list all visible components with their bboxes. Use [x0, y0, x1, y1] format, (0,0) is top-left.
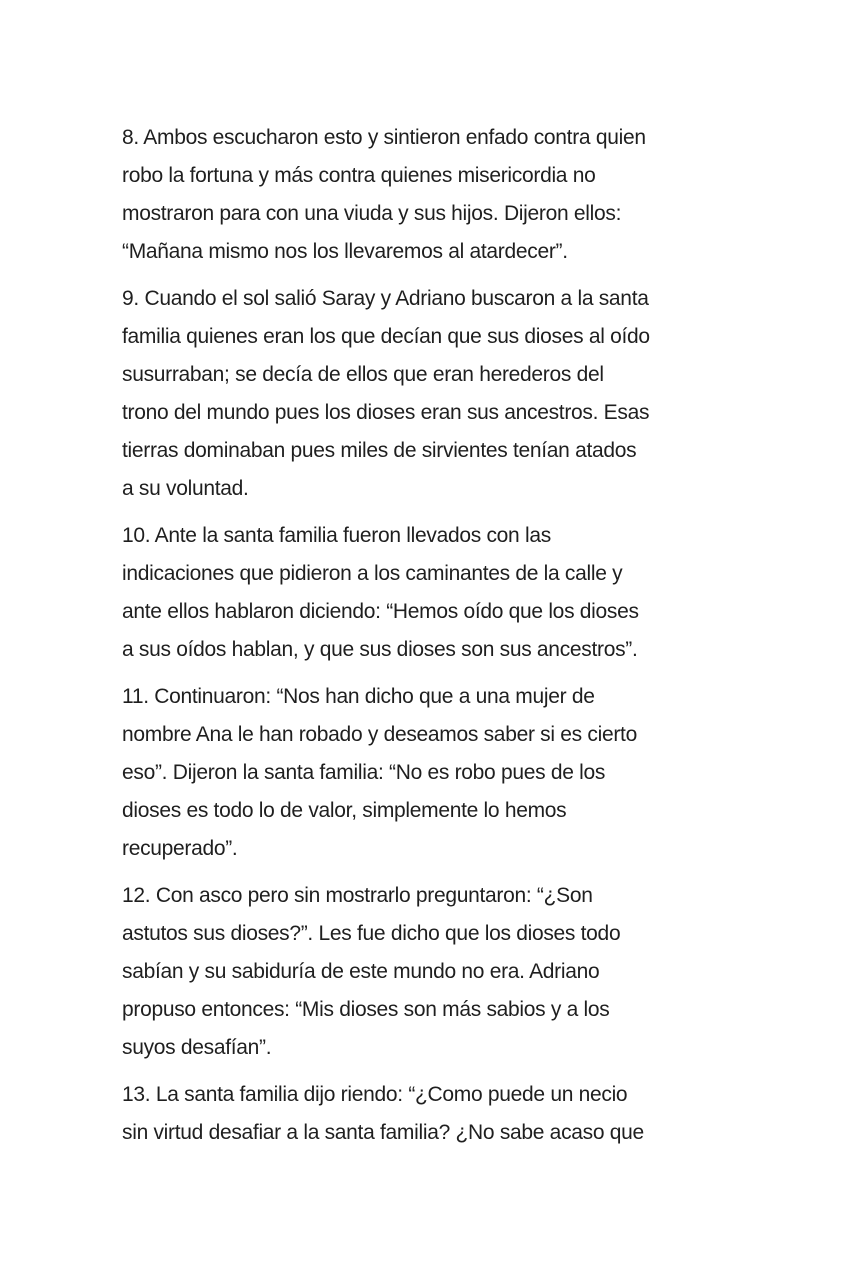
verse-10 [122, 517, 742, 669]
text-line: 9. Cuando el sol salió Saray y Adriano buscaron a la santa [122, 287, 649, 310]
text-line: propuso entonces: “Mis dioses son más sabios y a los [122, 998, 610, 1021]
text-line: 12. Con asco pero sin mostrarlo preguntaron: “¿Son [122, 884, 593, 907]
text-line: a su voluntad. [122, 477, 249, 500]
document-body [122, 119, 742, 1161]
verse-13 [122, 1076, 742, 1152]
text-line: 8. Ambos escucharon esto y sintieron enfado contra quien [122, 126, 646, 149]
text-line: ante ellos hablaron diciendo: “Hemos oído que los dioses [122, 600, 639, 623]
text-line: robo la fortuna y más contra quienes misericordia no [122, 164, 596, 187]
text-line: 11. Continuaron: “Nos han dicho que a una mujer de [122, 685, 595, 708]
text-line: “Mañana mismo nos los llevaremos al atardecer”. [122, 240, 568, 263]
text-line: nombre Ana le han robado y deseamos saber si es cierto [122, 723, 637, 746]
text-line: recuperado”. [122, 837, 238, 860]
text-line: indicaciones que pidieron a los caminantes de la calle y [122, 562, 623, 585]
text-line: eso”. Dijeron la santa familia: “No es robo pues de los [122, 761, 606, 784]
text-line: sabían y su sabiduría de este mundo no era. Adriano [122, 960, 600, 983]
text-line: astutos sus dioses?”. Les fue dicho que los dioses todo [122, 922, 621, 945]
verse-8 [122, 119, 742, 271]
text-line: tierras dominaban pues miles de sirvientes tenían atados [122, 439, 637, 462]
text-line: familia quienes eran los que decían que sus dioses al oído [122, 325, 650, 348]
verse-11 [122, 678, 742, 868]
text-line: dioses es todo lo de valor, simplemente lo hemos [122, 799, 567, 822]
text-line: susurraban; se decía de ellos que eran herederos del [122, 363, 604, 386]
text-line: sin virtud desafiar a la santa familia? ¿No sabe acaso que [122, 1121, 644, 1144]
text-line: 13. La santa familia dijo riendo: “¿Como puede un necio [122, 1083, 628, 1106]
verse-12 [122, 877, 742, 1067]
text-line: a sus oídos hablan, y que sus dioses son sus ancestros”. [122, 638, 638, 661]
text-line: suyos desafían”. [122, 1036, 272, 1059]
text-line: 10. Ante la santa familia fueron llevados con las [122, 524, 551, 547]
verse-9 [122, 280, 742, 508]
text-line: trono del mundo pues los dioses eran sus ancestros. Esas [122, 401, 650, 424]
text-line: mostraron para con una viuda y sus hijos. Dijeron ellos: [122, 202, 622, 225]
